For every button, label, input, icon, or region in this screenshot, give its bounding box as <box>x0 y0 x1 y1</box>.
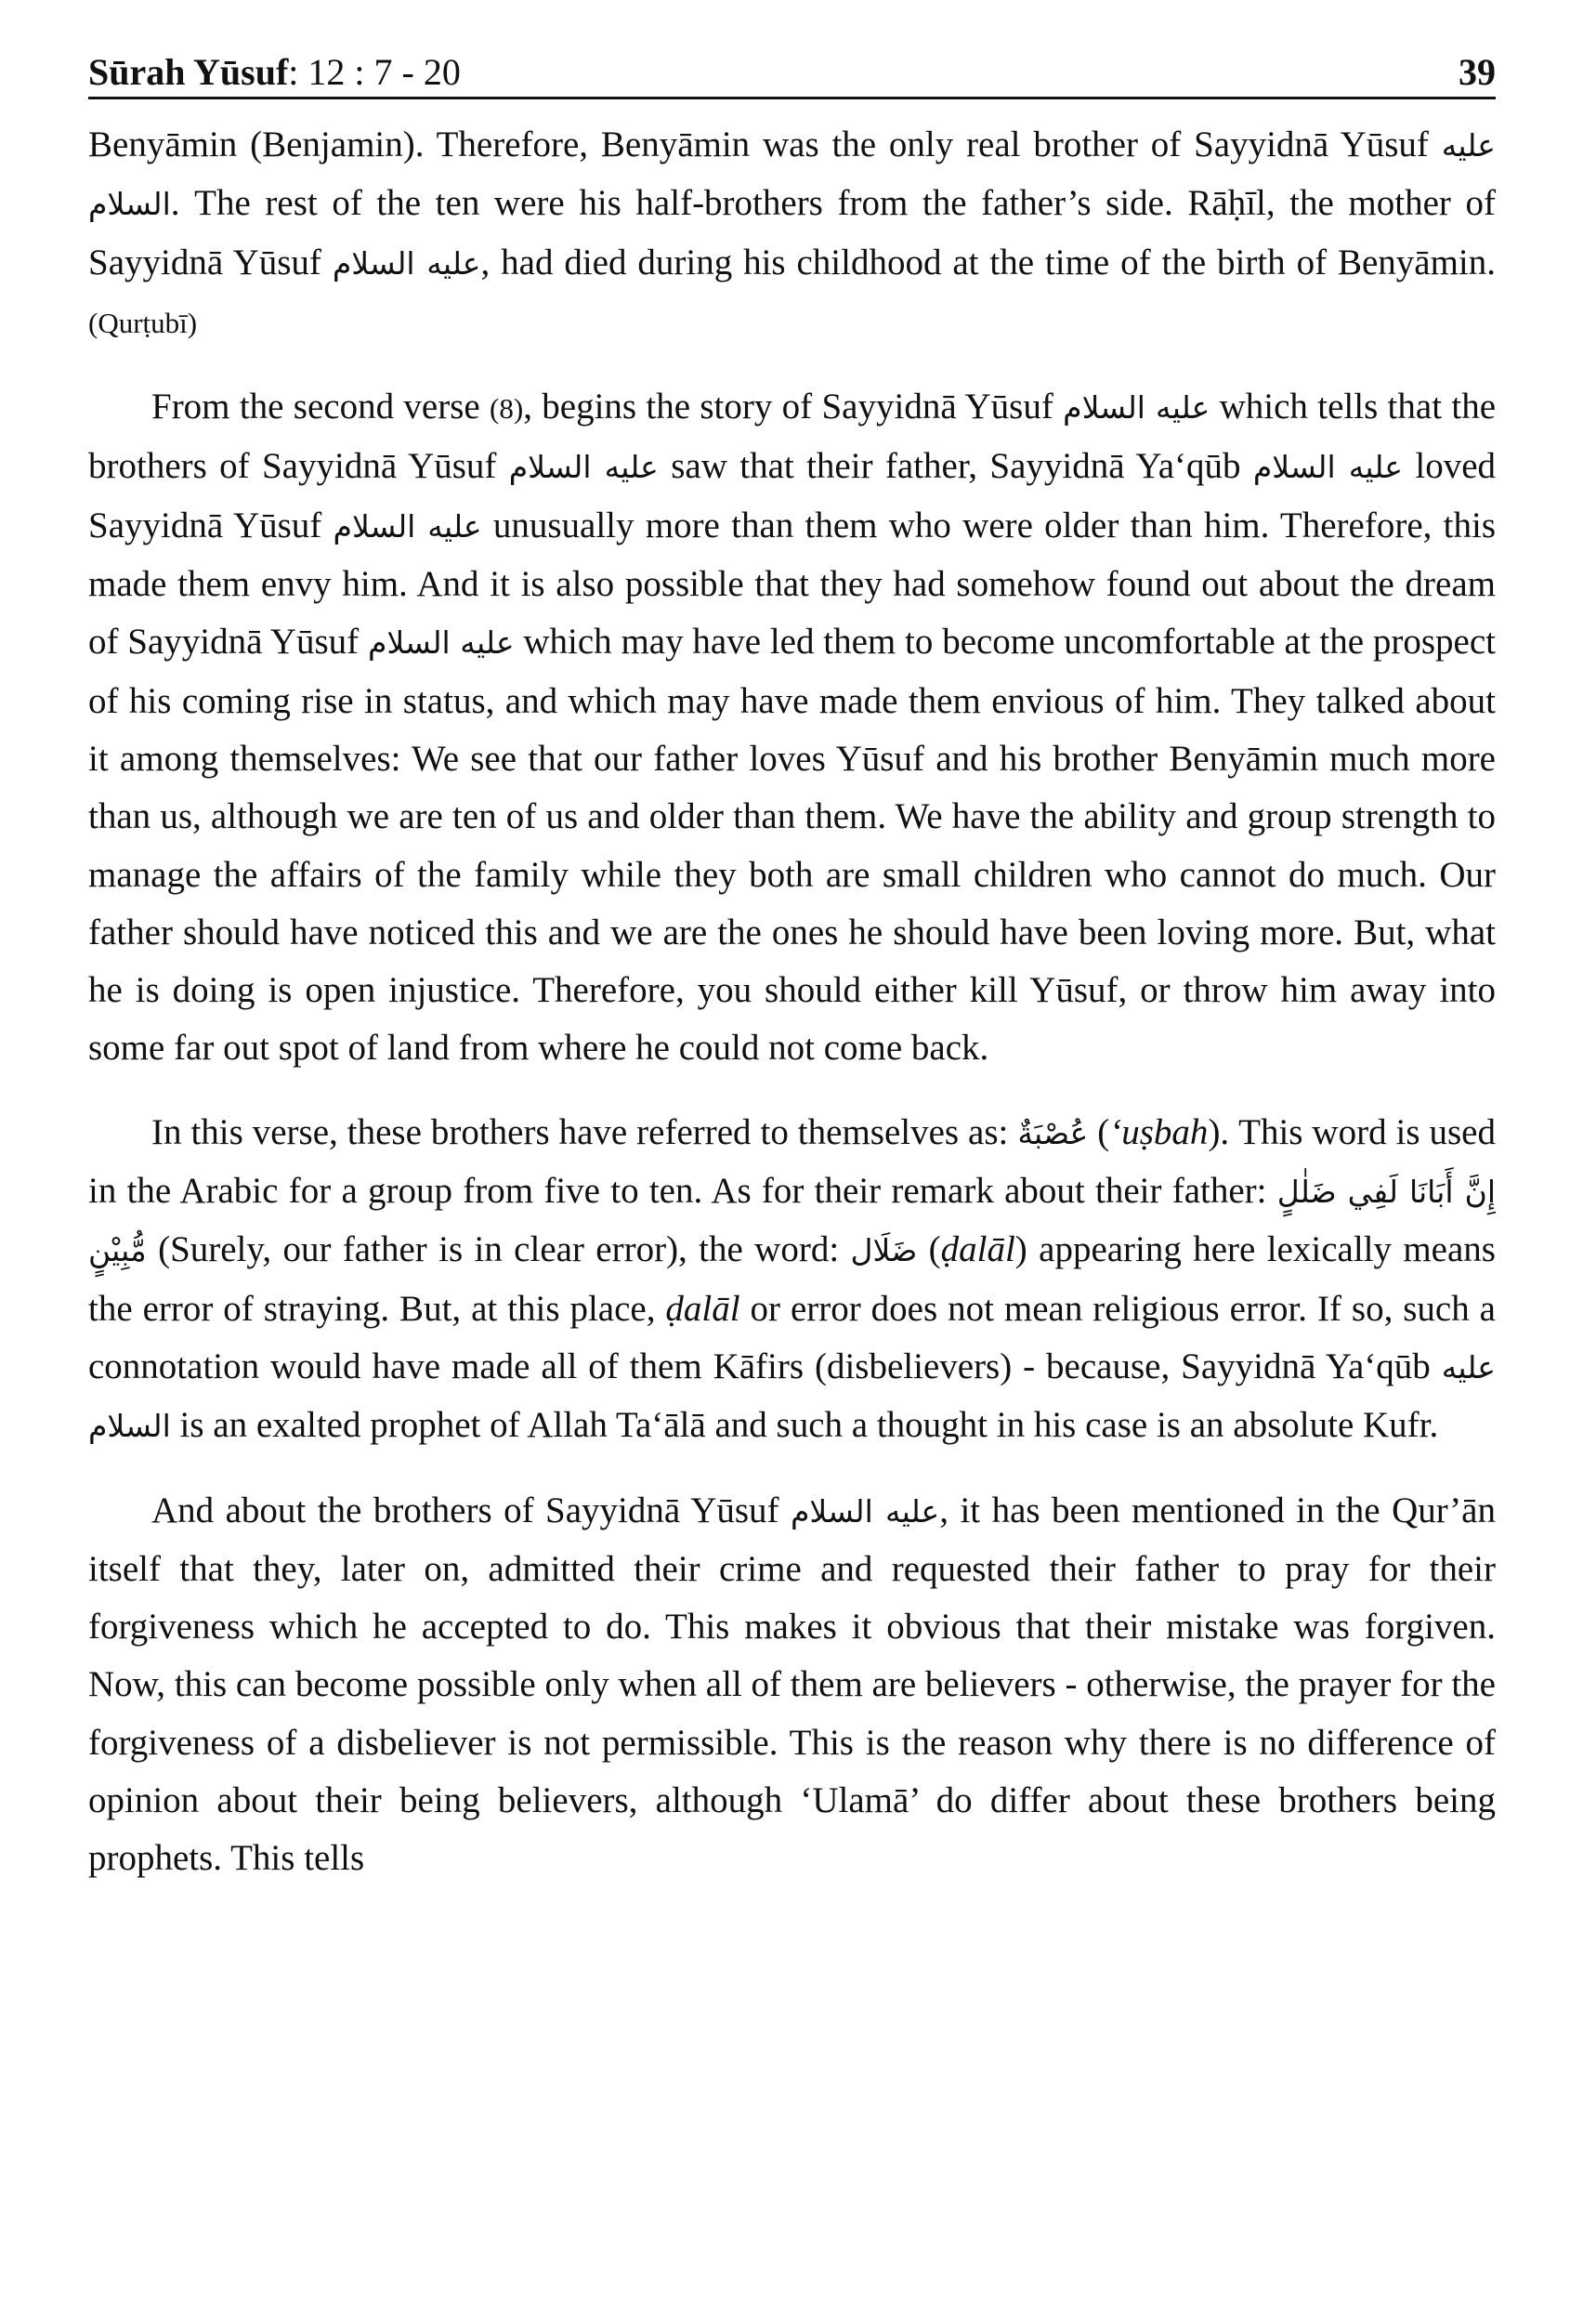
page-number: 39 <box>1459 51 1496 93</box>
paragraph <box>88 116 1496 352</box>
arabic-text: عُصْبَةٌ <box>1017 1114 1089 1151</box>
arabic-text: عليه السلام <box>508 449 659 486</box>
text-run: is an exalted prophet of Allah Ta‘ālā and such a thought in his case is an absolute Kufr. <box>170 1405 1439 1446</box>
running-header <box>88 37 1496 99</box>
text-run: And about the brothers of Sayyidnā Yūsuf <box>151 1490 791 1530</box>
body-text <box>88 116 1496 1888</box>
text-run: loved Sayyidnā Yūsuf <box>88 446 1496 545</box>
text-run: unusually more than them who were older than him. Therefore, this made them envy him. And it is also possible that they had somehow found out about the dream of Sayyidnā Yūsuf <box>88 505 1496 663</box>
paragraph <box>88 378 1496 1078</box>
paragraph <box>88 1482 1496 1888</box>
arabic-text: عليه السلام <box>332 244 481 282</box>
text-run: Benyāmin (Benjamin). Therefore, Benyāmin was the only real brother of Sayyidnā Yūsuf <box>88 125 1442 164</box>
text-run: ( <box>1088 1111 1110 1152</box>
surah-name: Sūrah Yūsuf <box>88 51 289 93</box>
text-run: In this verse, these brothers have referred to themselves as: <box>151 1111 1018 1152</box>
arabic-text: عليه السلام <box>88 127 1496 223</box>
paragraph <box>88 1104 1496 1456</box>
text-run: (Surely, our father is in clear error), the word: <box>146 1229 851 1270</box>
text-run: , it has been mentioned in the Qur’ān itself that they, later on, admitted their crime and requested their father to pray for their forgiveness which he accepted to do. This makes it obvious that their mistake was forgiven. Now, this can become possible only when all of them are believers - otherwise, the prayer for the forgiveness of a disbeliever is not permissible. This is the reason why there is no difference of opinion about their being believers, although ‘Ulamā’ do differ about these brothers being prophets. This tells <box>88 1490 1496 1879</box>
text-run: , begins the story of Sayyidnā Yūsuf <box>523 387 1064 427</box>
arabic-text: عليه السلام <box>367 624 515 662</box>
text-run: ) appearing here lexically means the error of straying. But, at this place, <box>88 1229 1496 1329</box>
text-run: From the second verse <box>151 387 491 427</box>
text-run: or error does not mean religious error. If so, such a connotation would have made all of them Kāfirs (disbelievers) - because, Sayyidnā Ya‘qūb <box>88 1288 1496 1386</box>
text-run: ). This word is used in the Arabic for a group from five to ten. As for their remark about their father: <box>88 1111 1496 1212</box>
arabic-text: عليه السلام <box>1063 389 1210 427</box>
arabic-text: ضَلَال <box>850 1232 918 1269</box>
text-run: , had died during his childhood at the time of the birth of Benyāmin. <box>480 242 1497 282</box>
text-run: . The rest of the ten were his half-brothers from the father’s side. Rāḥīl, the mother of Sayyidnā Yūsuf <box>88 183 1496 282</box>
text-run: saw that their father, Sayyidnā Ya‘qūb <box>658 446 1253 487</box>
text-run: ( <box>917 1229 941 1270</box>
arabic-text: إِنَّ أَبَانَا لَفِي ضَلٰلٍ مُّبِيْنٍ <box>88 1174 1496 1269</box>
transliteration: ḍalāl <box>940 1229 1015 1270</box>
arabic-text: عليه السلام <box>790 1492 940 1530</box>
book-page <box>88 37 1496 1888</box>
verse-reference: : 12 : 7 - 20 <box>288 51 461 93</box>
arabic-text: عليه السلام <box>333 507 482 545</box>
citation: (Qurṭubī) <box>88 306 198 339</box>
arabic-text: عليه السلام <box>88 1348 1496 1445</box>
header-title <box>88 48 461 97</box>
arabic-text: عليه السلام <box>1252 449 1403 486</box>
text-run: which tells that the brothers of Sayyidnā Yūsuf <box>88 387 1497 487</box>
text-run: which may have led them to become uncomfortable at the prospect of his coming rise in status, and which may have made them envious of him. They talked about it among themselves: We see that our father loves Yūsuf and his brother Benyāmin much more than us, although we are ten of us and older than them. We have the ability and group strength to manage the affairs of the family while they both are small children who cannot do much. Our father should have noticed this and we are the ones he should have been loving more. But, what he is doing is open injustice. Therefore, you should either kill Yūsuf, or throw him away into some far out spot of land from where he could not come back. <box>88 622 1496 1069</box>
citation: (8) <box>490 392 524 426</box>
transliteration: ḍalāl <box>665 1288 740 1329</box>
transliteration: ‘uṣbah <box>1109 1111 1209 1152</box>
